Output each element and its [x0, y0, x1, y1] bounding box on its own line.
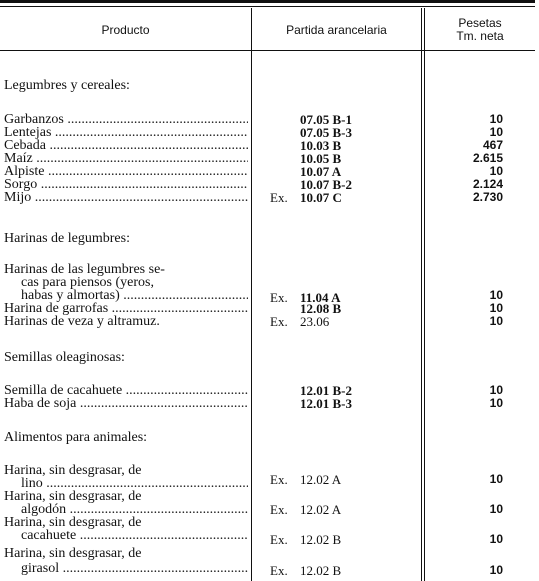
price-value: 2.124 [472, 177, 503, 191]
price-value: 2.730 [472, 190, 503, 204]
column-divider [251, 8, 252, 581]
header-bottom-rule [0, 50, 535, 51]
price-value: 10 [489, 383, 503, 397]
tariff-code: 12.01 B-3 [300, 396, 352, 411]
tariff-code: 10.07 C [300, 190, 342, 205]
tariff-code: 12.02 B [300, 563, 342, 578]
product-name: Garbanzos ..... [4, 113, 248, 126]
tariff-code: 10.07 B-2 [300, 177, 352, 192]
product-name: Haba de soja ..... [4, 397, 248, 410]
product-name-line: Harina, sin desgrasar, de [4, 490, 142, 503]
header-producto: Producto [101, 23, 150, 37]
price-value: 10 [489, 164, 503, 178]
tariff-code: 12.02 B [300, 532, 342, 547]
tariff-code: 10.07 A [300, 164, 342, 179]
price-value: 10 [489, 396, 503, 410]
ex-marker: Ex. [270, 190, 288, 205]
product-name-line: algodón ..... [21, 503, 248, 516]
product-name-line: girasol ..... [21, 562, 248, 575]
price-value: 10 [489, 314, 503, 328]
price-value: 10 [489, 502, 503, 516]
product-name: Harinas de veza y altramuz. [4, 315, 160, 328]
ex-marker: Ex. [270, 532, 288, 547]
product-name: Cebada ..... [4, 139, 248, 152]
header-partida: Partida arancelaria [286, 23, 387, 37]
tariff-code: 10.05 B [300, 151, 342, 166]
top-rule [0, 0, 535, 3]
product-name-line: Harina, sin desgrasar, de [4, 464, 142, 477]
product-name-line: habas y almortas) ..... [21, 289, 248, 302]
header-pesetas: Pesetas Tm. neta [456, 16, 504, 43]
price-value: 2.615 [472, 151, 503, 165]
product-name: Maíz ..... [4, 152, 248, 165]
product-name: Harina de garrofas ..... [4, 302, 248, 315]
column-divider [421, 8, 422, 581]
product-name-line: Harina, sin desgrasar, de [4, 547, 142, 560]
product-name-line: cacahuete ..... [21, 529, 248, 542]
ex-marker: Ex. [270, 563, 288, 578]
ex-marker: Ex. [270, 472, 288, 487]
tariff-code: 12.08 B [300, 301, 342, 316]
tariff-code: 10.03 B [300, 138, 342, 153]
ex-marker: Ex. [270, 502, 288, 517]
section-title: Semillas oleaginosas: [4, 350, 125, 365]
ex-marker: Ex. [270, 290, 288, 305]
tariff-code: 12.02 A [300, 502, 342, 517]
product-name-line: lino ..... [21, 477, 248, 490]
product-name: Alpiste ..... [4, 165, 248, 178]
section-title: Legumbres y cereales: [4, 78, 130, 93]
product-name: Mijo ..... [4, 191, 248, 204]
price-value: 10 [489, 563, 503, 577]
tariff-code: 11.04 A [300, 290, 341, 305]
price-value: 10 [489, 301, 503, 315]
ex-marker: Ex. [270, 314, 288, 329]
tariff-code: 23.06 [300, 314, 330, 329]
section-title: Alimentos para animales: [4, 430, 148, 445]
product-name: Lentejas ..... [4, 126, 248, 139]
price-value: 10 [489, 532, 503, 546]
section-title: Harinas de legumbres: [4, 231, 130, 246]
product-name-line: Harina, sin desgrasar, de [4, 516, 142, 529]
top-rule-thin [0, 6, 535, 7]
tariff-code: 07.05 B-1 [300, 112, 352, 127]
price-value: 10 [489, 288, 503, 302]
price-value: 10 [489, 125, 503, 139]
price-value: 10 [489, 112, 503, 126]
tariff-code: 07.05 B-3 [300, 125, 352, 140]
product-name: Sorgo ..... [4, 178, 248, 191]
price-value: 467 [482, 138, 503, 152]
product-name-line: cas para piensos (yeros, [21, 276, 154, 289]
tariff-code: 12.01 B-2 [300, 383, 352, 398]
tariff-code: 12.02 A [300, 472, 342, 487]
price-value: 10 [489, 472, 503, 486]
product-name-line: Harinas de las legumbres se- [4, 263, 165, 276]
product-name: Semilla de cacahuete ..... [4, 384, 248, 397]
